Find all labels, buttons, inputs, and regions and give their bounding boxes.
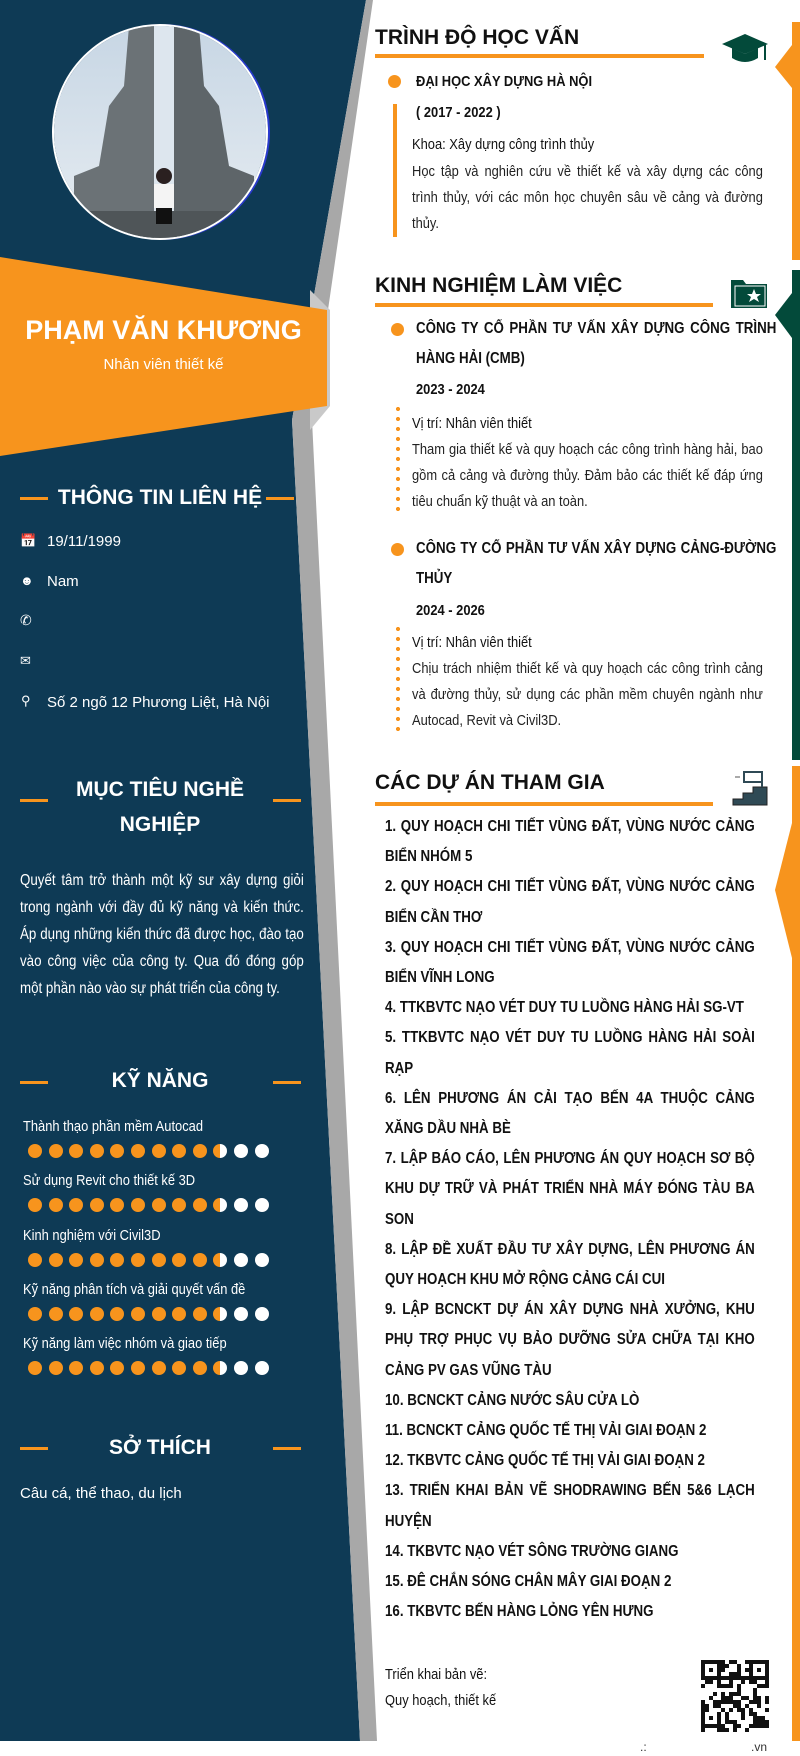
rating-dot (255, 1307, 269, 1321)
profile-name: PHẠM VĂN KHƯƠNG (25, 315, 302, 345)
objective-heading (50, 772, 270, 842)
rating-dot (69, 1144, 83, 1158)
education-description: Học tập và nghiên cứu về thiết kế và xây dựng các công trình thủy, với các môn học chuyên sâu về cảng và đường thủy. (412, 163, 763, 232)
experience-company: CÔNG TY CỔ PHẦN TƯ VẤN XÂY DỰNG CÔNG TRÌNH HÀNG HẢI (CMB) (416, 320, 777, 368)
profile-photo (52, 24, 268, 240)
rating-dot (152, 1144, 166, 1158)
project-item: 15. ĐÊ CHẮN SÓNG CHÂN MÂY GIAI ĐOẠN 2 (385, 1573, 672, 1591)
rating-dot (28, 1361, 42, 1375)
rating-dot (172, 1361, 186, 1375)
project-item: 12. TKBVTC CẢNG QUỐC TẾ THỊ VẢI GIAI ĐOẠN 2 (385, 1452, 705, 1470)
projects-footer-1: Triển khai bản vẽ: (385, 1666, 488, 1683)
rating-dot (152, 1198, 166, 1212)
contact-address: Số 2 ngõ 12 Phương Liệt, Hà Nội (47, 694, 270, 711)
rating-dot (152, 1253, 166, 1267)
rating-dot (69, 1253, 83, 1267)
experience-years: 2024 - 2026 (416, 602, 485, 619)
user-icon: ☻ (20, 573, 34, 588)
skill-item (23, 1172, 323, 1226)
rating-dot (90, 1361, 104, 1375)
project-item: 4. TTKBVTC NẠO VÉT DUY TU LUỒNG HÀNG HẢI SG-VT (385, 999, 744, 1017)
skill-rating (23, 1307, 323, 1326)
rating-dot (110, 1253, 124, 1267)
project-item: 16. TKBVTC BẾN HÀNG LỎNG YÊN HƯNG (385, 1603, 654, 1621)
rating-dot (90, 1198, 104, 1212)
hobbies-text: Câu cá, thể thao, du lịch (20, 1485, 182, 1502)
rating-dot (90, 1307, 104, 1321)
skill-label: Kinh nghiệm với Civil3D (23, 1226, 161, 1244)
contact-birthdate: 19/11/1999 (47, 533, 121, 550)
rating-dot (131, 1253, 145, 1267)
skill-item (23, 1335, 323, 1389)
rating-dot (255, 1253, 269, 1267)
rating-dot (255, 1361, 269, 1375)
rating-dot (69, 1198, 83, 1212)
experience-heading: KINH NGHIỆM LÀM VIỆC (375, 274, 623, 297)
rating-dot (172, 1253, 186, 1267)
rating-dot (152, 1361, 166, 1375)
education-faculty: Khoa: Xây dựng công trình thủy (412, 136, 595, 153)
rating-dot (255, 1144, 269, 1158)
email-icon: ✉ (20, 653, 31, 668)
footer-right-mark: .vn (751, 1740, 768, 1754)
skill-item (23, 1227, 323, 1281)
project-item: 1. QUY HOẠCH CHI TIẾT VÙNG ĐẤT, VÙNG NƯỚC CẢNG BIỂN NHÓM 5 (385, 818, 755, 866)
experience-description: Chịu trách nhiệm thiết kế và quy hoạch các công trình cảng và đường thủy, sử dụng các phần mềm chuyên ngành như Autocad, Revit và Civil3D. (412, 660, 763, 729)
footer-left-mark: .: (640, 1740, 647, 1754)
rating-dot (172, 1144, 186, 1158)
education-years: ( 2017 - 2022 ) (416, 104, 501, 121)
rating-dot (234, 1307, 248, 1321)
project-item: 6. LÊN PHƯƠNG ÁN CẢI TẠO BẾN 4A THUỘC CẢNG XĂNG DẦU NHÀ BÈ (385, 1089, 755, 1138)
rating-dot (131, 1198, 145, 1212)
project-item: 8. LẬP ĐỀ XUẤT ĐẦU TƯ XÂY DỰNG, LÊN PHƯƠNG ÁN QUY HOẠCH KHU MỞ RỘNG CẢNG CÁI CUI (385, 1240, 755, 1289)
project-item: 5. TTKBVTC NẠO VÉT DUY TU LUỒNG HÀNG HẢI SOÀI RẠP (385, 1029, 755, 1077)
graduation-cap-icon (722, 32, 768, 64)
rating-dot (69, 1361, 83, 1375)
phone-icon: ✆ (20, 612, 32, 628)
skill-label: Kỹ năng phân tích và giải quyết vấn đề (23, 1280, 246, 1298)
rating-dot (110, 1198, 124, 1212)
skill-label: Thành thạo phần mềm Autocad (23, 1118, 204, 1135)
projects-list (385, 812, 755, 1627)
contact-gender: Nam (47, 573, 79, 590)
projects-footer-2: Quy hoạch, thiết kế (385, 1692, 497, 1709)
rating-dot (28, 1253, 42, 1267)
education-heading: TRÌNH ĐỘ HỌC VẤN (375, 26, 580, 49)
education-school: ĐẠI HỌC XÂY DỰNG HÀ NỘI (416, 73, 593, 90)
rating-dot (28, 1198, 42, 1212)
experience-years: 2023 - 2024 (416, 381, 485, 398)
skill-item (23, 1118, 323, 1172)
rating-dot (172, 1198, 186, 1212)
rating-dot (152, 1307, 166, 1321)
experience-position: Vị trí: Nhân viên thiết (412, 634, 532, 651)
rating-dot (234, 1144, 248, 1158)
rating-dot (90, 1253, 104, 1267)
rating-dot (193, 1144, 207, 1158)
rating-dot (131, 1307, 145, 1321)
rating-dot (193, 1253, 207, 1267)
project-item: 11. BCNCKT CẢNG QUỐC TẾ THỊ VẢI GIAI ĐOẠN 2 (385, 1422, 707, 1440)
rating-dot (28, 1307, 42, 1321)
objective-text: Quyết tâm trở thành một kỹ sư xây dựng giỏi trong ngành với đầy đủ kỹ năng và kiến thức. Áp dụng những kiến thức đã được học, đào tạo vào công việc của công ty. Qua đó đóng góp một phần nào vào sự phát triển của công ty. (20, 872, 304, 997)
project-item: 2. QUY HOẠCH CHI TIẾT VÙNG ĐẤT, VÙNG NƯỚC CẢNG BIỂN CẦN THƠ (385, 878, 755, 926)
hobbies-heading: SỞ THÍCH (109, 1436, 211, 1459)
rating-dot (213, 1144, 227, 1158)
rating-dot (172, 1307, 186, 1321)
project-item: 14. TKBVTC NẠO VÉT SÔNG TRƯỜNG GIANG (385, 1542, 679, 1560)
rating-dot (213, 1307, 227, 1321)
objective-heading-line-2: NGHIỆP (119, 813, 201, 836)
rating-dot (234, 1198, 248, 1212)
rating-dot (193, 1361, 207, 1375)
rating-dot (49, 1198, 63, 1212)
rating-dot (69, 1307, 83, 1321)
skill-rating (23, 1198, 323, 1217)
rating-dot (49, 1144, 63, 1158)
skill-label: Sử dụng Revit cho thiết kế 3D (23, 1172, 196, 1190)
rating-dot (49, 1361, 63, 1375)
experience-description: Tham gia thiết kế và quy hoạch các công trình hàng hải, bao gồm cả cảng và đường thủy. Đảm bảo các thiết kế đáp ứng tiêu chuẩn kỹ thuật và an toàn. (412, 441, 763, 510)
rating-dot (193, 1198, 207, 1212)
skills-list (23, 1118, 323, 1389)
rating-dot (213, 1361, 227, 1375)
folder-star-icon (729, 276, 769, 310)
rating-dot (213, 1198, 227, 1212)
rating-dot (110, 1361, 124, 1375)
rating-dot (193, 1307, 207, 1321)
experience-company: CÔNG TY CỔ PHẦN TƯ VẤN XÂY DỰNG CẢNG-ĐƯỜNG THỦY (416, 540, 777, 588)
map-pin-icon: ⚲ (21, 693, 31, 708)
rating-dot (234, 1253, 248, 1267)
calendar-icon: 📅 (20, 533, 37, 548)
rating-dot (49, 1307, 63, 1321)
skill-rating (23, 1253, 323, 1272)
skills-heading: KỸ NĂNG (111, 1069, 209, 1092)
rating-dot (49, 1253, 63, 1267)
contact-heading: THÔNG TIN LIÊN HỆ (57, 486, 263, 509)
project-item: 3. QUY HOẠCH CHI TIẾT VÙNG ĐẤT, VÙNG NƯỚC CẢNG BIỂN VĨNH LONG (385, 938, 755, 987)
rating-dot (131, 1144, 145, 1158)
rating-dot (131, 1361, 145, 1375)
skill-rating (23, 1361, 323, 1380)
skill-label: Kỹ năng làm việc nhóm và giao tiếp (23, 1335, 227, 1353)
skill-rating (23, 1144, 323, 1163)
skill-item (23, 1281, 323, 1335)
qr-code[interactable] (701, 1660, 771, 1732)
project-item: 9. LẬP BCNCKT DỰ ÁN XÂY DỰNG NHÀ XƯỞNG, KHU PHỤ TRỢ PHỤC VỤ BẢO DƯỠNG SỬA CHỮA TẠI KHO CẢNG PV GAS VŨNG TÀU (385, 1301, 755, 1379)
rating-dot (110, 1144, 124, 1158)
projects-heading: CÁC DỰ ÁN THAM GIA (375, 771, 605, 794)
rating-dot (213, 1253, 227, 1267)
project-item: 7. LẬP BÁO CÁO, LÊN PHƯƠNG ÁN QUY HOẠCH SƠ BỘ KHU DỰ TRỮ VÀ PHÁT TRIỂN NHÀ MÁY ĐÓNG TÀU BA SON (385, 1150, 755, 1228)
rating-dot (255, 1198, 269, 1212)
rating-dot (90, 1144, 104, 1158)
experience-position: Vị trí: Nhân viên thiết (412, 415, 532, 432)
project-item: 13. TRIỂN KHAI BẢN VẼ SHODRAWING BẾN 5&6 LẠCH HUYỆN (385, 1482, 755, 1530)
stairs-flag-icon (731, 769, 771, 807)
rating-dot (28, 1144, 42, 1158)
project-item: 10. BCNCKT CẢNG NƯỚC SÂU CỬA LÒ (385, 1391, 640, 1409)
rating-dot (234, 1361, 248, 1375)
objective-heading-line-1: MỤC TIÊU NGHỀ (76, 778, 244, 801)
profile-title: Nhân viên thiết kế (103, 356, 224, 373)
rating-dot (110, 1307, 124, 1321)
